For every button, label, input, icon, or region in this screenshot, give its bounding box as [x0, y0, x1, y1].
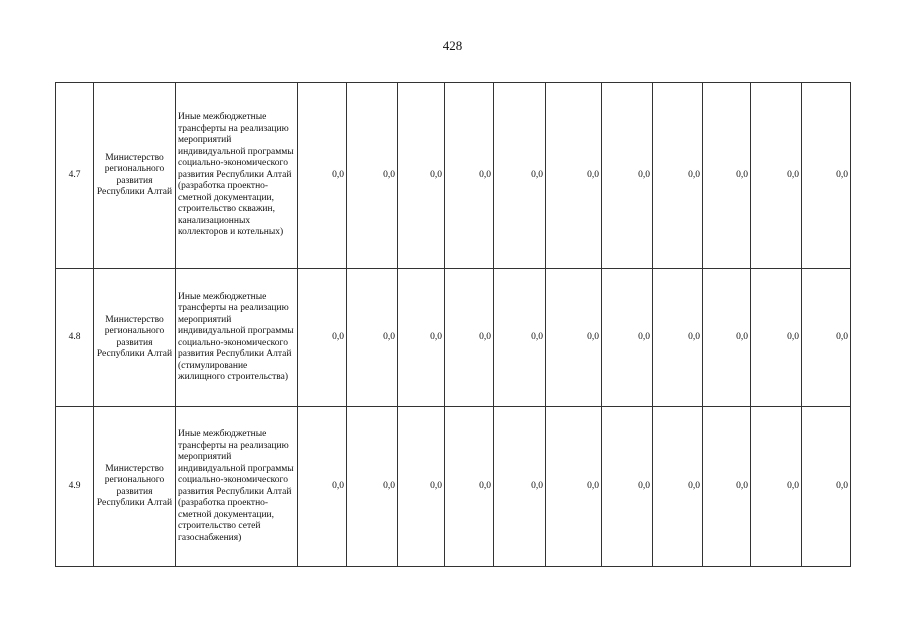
table-row [56, 269, 851, 407]
value-cell: 0,0 [347, 269, 398, 407]
value-cell: 0,0 [347, 407, 398, 567]
value-cell: 0,0 [653, 407, 703, 567]
value-cell: 0,0 [298, 83, 347, 269]
value-cell: 0,0 [494, 83, 546, 269]
value-cell: 0,0 [602, 269, 653, 407]
value-cell: 0,0 [494, 407, 546, 567]
value-cell: 0,0 [445, 269, 494, 407]
table-row [56, 83, 851, 269]
ministry-cell: Министерство регионального развития Республики Алтай [94, 269, 176, 407]
description-cell: Иные межбюджетные трансферты на реализацию мероприятий индивидуальной программы социально-экономического развития Республики Алтай (стимулирование жилищного строительства) [176, 269, 298, 407]
table-row [56, 407, 851, 567]
value-cell: 0,0 [602, 407, 653, 567]
value-cell: 0,0 [298, 269, 347, 407]
value-cell: 0,0 [445, 407, 494, 567]
value-cell: 0,0 [802, 407, 851, 567]
value-cell: 0,0 [398, 269, 445, 407]
value-cell: 0,0 [546, 269, 602, 407]
value-cell: 0,0 [802, 269, 851, 407]
description-cell: Иные межбюджетные трансферты на реализацию мероприятий индивидуальной программы социально-экономического развития Республики Алтай (разработка проектно-сметной документации, строительство скважин, канализационных коллекторов и котельных) [176, 83, 298, 269]
value-cell: 0,0 [494, 269, 546, 407]
value-cell: 0,0 [445, 83, 494, 269]
value-cell: 0,0 [653, 269, 703, 407]
row-number-cell: 4.8 [56, 269, 94, 407]
value-cell: 0,0 [298, 407, 347, 567]
value-cell: 0,0 [347, 83, 398, 269]
ministry-cell: Министерство регионального развития Республики Алтай [94, 407, 176, 567]
value-cell: 0,0 [546, 83, 602, 269]
page-number: 428 [442, 38, 463, 53]
value-cell: 0,0 [398, 83, 445, 269]
value-cell: 0,0 [751, 407, 802, 567]
value-cell: 0,0 [703, 83, 751, 269]
value-cell: 0,0 [751, 83, 802, 269]
value-cell: 0,0 [703, 407, 751, 567]
row-number-cell: 4.9 [56, 407, 94, 567]
budget-table [55, 82, 851, 567]
value-cell: 0,0 [653, 83, 703, 269]
ministry-cell: Министерство регионального развития Республики Алтай [94, 83, 176, 269]
value-cell: 0,0 [398, 407, 445, 567]
value-cell: 0,0 [703, 269, 751, 407]
value-cell: 0,0 [751, 269, 802, 407]
value-cell: 0,0 [546, 407, 602, 567]
value-cell: 0,0 [602, 83, 653, 269]
description-cell: Иные межбюджетные трансферты на реализацию мероприятий индивидуальной программы социально-экономического развития Республики Алтай (разработка проектно-сметной документации, строительство сетей газоснабжения) [176, 407, 298, 567]
row-number-cell: 4.7 [56, 83, 94, 269]
value-cell: 0,0 [802, 83, 851, 269]
